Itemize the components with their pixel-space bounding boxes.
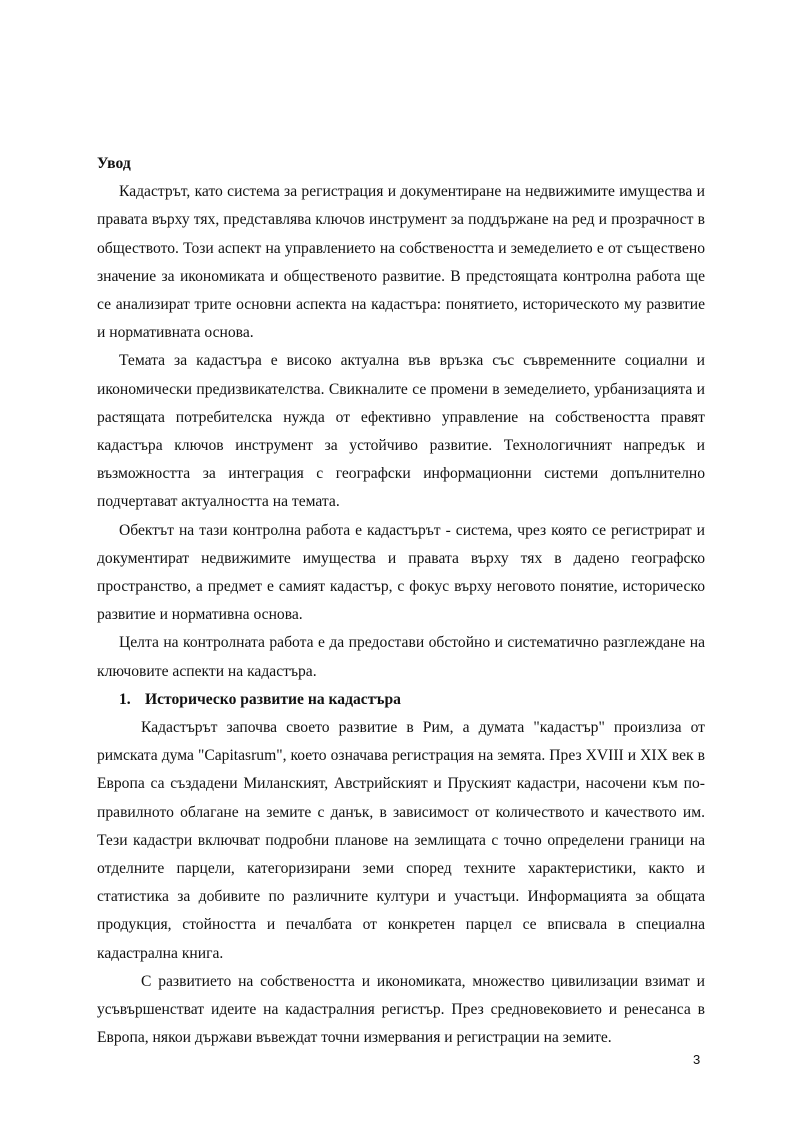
- section-paragraph-2: С развитието на собствеността и икономиката, множество цивилизации взимат и усъвършенстват идеите на кадастралния регистър. През средновековието и ренесанса в Европа, някои държави въвеждат точни измервания и регистрации на земите.: [97, 972, 705, 1047]
- section-number: 1.: [119, 690, 131, 708]
- page-content: [97, 150, 705, 1053]
- page-number: 3: [693, 1052, 701, 1067]
- introduction-heading: Увод: [97, 155, 131, 172]
- intro-paragraph-1: Кадастрът, като система за регистрация и документиране на недвижимите имущества и правата върху тях, представлява ключов инструмент за поддържане на ред и прозрачност в обществото. Този аспект на управлението на собствеността и земеделието е от съществено значение за икономиката и общественото развитие. В предстоящата контролна работа ще се анализират трите основни аспекта на кадастъра: понятието, историческото му развитие и нормативната основа.: [97, 183, 705, 342]
- intro-paragraph-2: Темата за кадастъра е високо актуална във връзка със съвременните социални и икономически предизвикателства. Свикналите се промени в земеделието, урбанизацията и растящата потребителска нужда от ефективно управление на собствеността правят кадастъра ключов инструмент за устойчиво развитие. Технологичният напредък и възможността за интеграция с географски информационни системи допълнително подчертават актуалността на темата.: [97, 352, 705, 511]
- section-heading: [97, 686, 705, 714]
- intro-paragraph-4: Целта на контролната работа е да предостави обстойно и систематично разглеждане на ключовите аспекти на кадастъра.: [97, 634, 705, 680]
- section-title: Историческо развитие на кадастъра: [145, 690, 401, 708]
- intro-paragraph-3: Обектът на тази контролна работа е кадастърът - система, чрез която се регистрират и документират недвижимите имущества и правата върху тях в дадено географско пространство, а предмет е самият кадастър, с фокус върху неговото понятие, историческо развитие и нормативна основа.: [97, 521, 705, 624]
- section-paragraph-1: Кадастърът започва своето развитие в Рим, а думата "кадастър" произлиза от римската дума "Capitasrum", което означава регистрация на земята. През XVIII и XIX век в Европа са създадени Миланският, Австрийският и Пруският кадастри, насочени към по-правилното облагане на земите с данък, в зависимост от количеството и качеството им. Тези кадастри включват подробни планове на землищата с точно определени граници на отделните парцели, категоризирани земи според техните характеристики, както и статистика за добивите по различните култури и участъци. Информацията за общата продукция, стойността и печалбата от конкретен парцел се вписвала в специална кадастрална книга.: [97, 719, 705, 962]
